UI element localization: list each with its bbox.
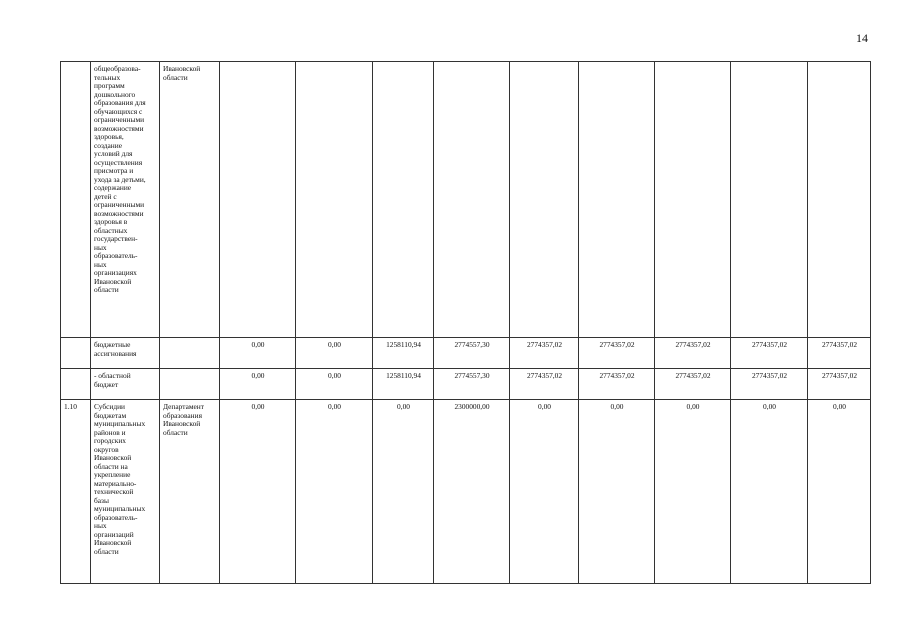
row-value: 0,00	[296, 400, 373, 584]
row-index	[61, 62, 91, 338]
row-value: 2774557,30	[434, 369, 510, 400]
row-value	[296, 62, 373, 338]
row-value	[373, 62, 434, 338]
row-name: бюджетные ассигнования	[91, 338, 160, 369]
row-value: 2774357,02	[579, 369, 655, 400]
row-value: 0,00	[373, 400, 434, 584]
row-executor: Ивановской области	[160, 62, 220, 338]
row-value: 0,00	[220, 369, 296, 400]
row-index	[61, 338, 91, 369]
row-value: 0,00	[220, 338, 296, 369]
row-index	[61, 369, 91, 400]
row-value	[579, 62, 655, 338]
row-value: 0,00	[655, 400, 731, 584]
row-value: 2774357,02	[510, 369, 579, 400]
row-value: 2774357,02	[655, 369, 731, 400]
table-row	[61, 369, 871, 400]
row-value: 2774557,30	[434, 338, 510, 369]
row-value	[731, 62, 808, 338]
row-value: 2774357,02	[731, 369, 808, 400]
row-executor	[160, 338, 220, 369]
row-value: 2300000,00	[434, 400, 510, 584]
row-value	[434, 62, 510, 338]
row-executor	[160, 369, 220, 400]
row-value: 0,00	[579, 400, 655, 584]
page-number: 14	[856, 31, 868, 45]
row-value: 0,00	[510, 400, 579, 584]
row-executor: Департамент образования Ивановской области	[160, 400, 220, 584]
row-value: 0,00	[296, 369, 373, 400]
row-value: 2774357,02	[731, 338, 808, 369]
table-row	[61, 62, 871, 338]
row-value: 2774357,02	[579, 338, 655, 369]
row-value: 1258110,94	[373, 369, 434, 400]
table-row	[61, 400, 871, 584]
row-value: 0,00	[296, 338, 373, 369]
row-value: 0,00	[731, 400, 808, 584]
row-value: 0,00	[220, 400, 296, 584]
row-value	[808, 62, 871, 338]
row-value: 1258110,94	[373, 338, 434, 369]
row-name: - областной бюджет	[91, 369, 160, 400]
row-value: 2774357,02	[808, 369, 871, 400]
row-name: Субсидии бюджетам муниципальных районов и городских округов Ивановской области на укрепление материально- технической базы муниципальных образователь- ных организаций Ивановской области	[91, 400, 160, 584]
row-value	[220, 62, 296, 338]
row-value	[655, 62, 731, 338]
budget-table	[60, 61, 871, 584]
row-value: 2774357,02	[655, 338, 731, 369]
row-value: 2774357,02	[808, 338, 871, 369]
row-name: общеобразова- тельных программ дошкольного образования для обучающихся с ограниченными возможностями здоровья, создание условий для осуществления присмотра и ухода за детьми, содержание детей с ограниченными возможностями здоровья в областных государствен- ных образователь- ных организациях Ивановской области	[91, 62, 160, 338]
row-value: 0,00	[808, 400, 871, 584]
row-index: 1.10	[61, 400, 91, 584]
row-value: 2774357,02	[510, 338, 579, 369]
row-value	[510, 62, 579, 338]
table-row	[61, 338, 871, 369]
